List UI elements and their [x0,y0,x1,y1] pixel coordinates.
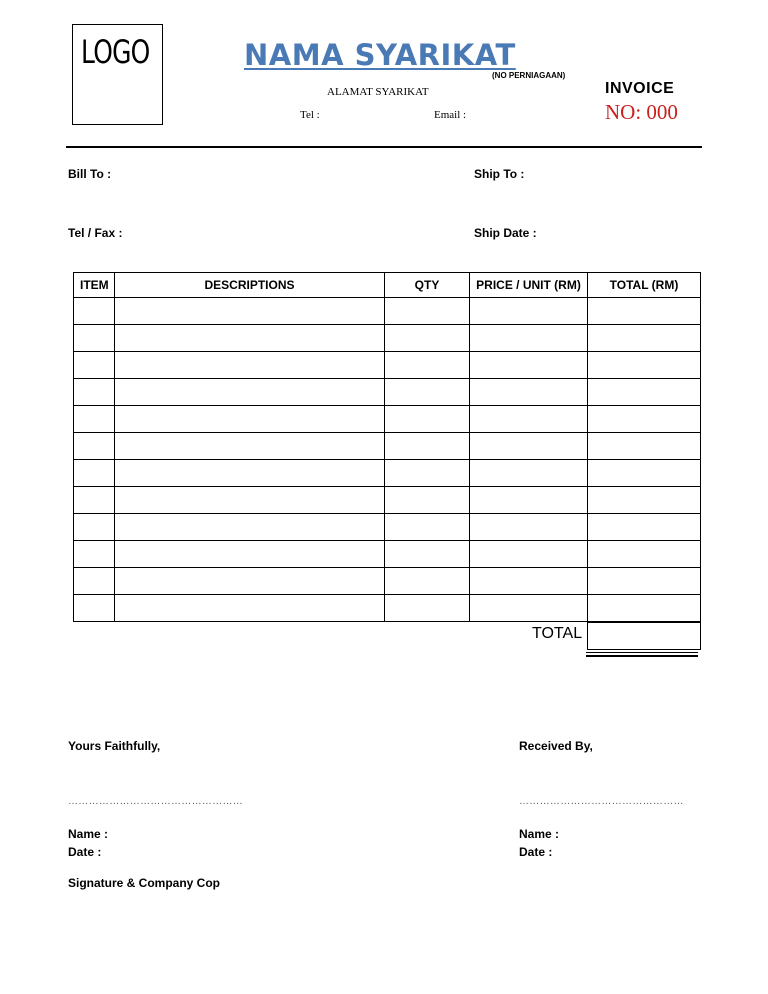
table-row [74,487,701,514]
table-row [74,298,701,325]
company-address: ALAMAT SYARIKAT [327,86,429,98]
cell-qty[interactable] [385,595,470,622]
cell-qty[interactable] [385,298,470,325]
cell-item[interactable] [74,541,115,568]
company-name: NAMA SYARIKAT [244,38,516,72]
total-label: TOTAL [532,625,583,642]
cell-price[interactable] [470,487,588,514]
column-header-item: ITEM [74,273,115,298]
signature-company-cop-label: Signature & Company Cop [68,876,221,890]
cell-price[interactable] [470,568,588,595]
column-header-total: TOTAL (RM) [588,273,701,298]
cell-item[interactable] [74,298,115,325]
cell-total[interactable] [588,487,701,514]
cell-description[interactable] [115,433,385,460]
table-row [74,379,701,406]
ship-date-label: Ship Date : [474,226,537,240]
cell-item[interactable] [74,514,115,541]
receiver-date-label: Date : [519,845,553,859]
cell-total[interactable] [588,406,701,433]
company-email-label: Email : [434,109,467,121]
cell-item[interactable] [74,406,115,433]
cell-description[interactable] [115,514,385,541]
cell-description[interactable] [115,379,385,406]
cell-item[interactable] [74,379,115,406]
cell-price[interactable] [470,541,588,568]
invoice-title: INVOICE [605,80,675,97]
signature-line-right: ………………………………………… [519,796,684,807]
receiver-name-label: Name : [519,827,560,841]
cell-total[interactable] [588,325,701,352]
cell-total[interactable] [588,352,701,379]
table-row [74,595,701,622]
cell-price[interactable] [470,460,588,487]
table-row [74,406,701,433]
cell-qty[interactable] [385,541,470,568]
cell-item[interactable] [74,487,115,514]
cell-price[interactable] [470,298,588,325]
cell-total[interactable] [588,541,701,568]
table-row [74,352,701,379]
items-table [73,272,701,622]
cell-total[interactable] [588,379,701,406]
cell-total[interactable] [588,460,701,487]
cell-item[interactable] [74,568,115,595]
yours-faithfully-label: Yours Faithfully, [68,739,161,753]
cell-price[interactable] [470,433,588,460]
cell-price[interactable] [470,406,588,433]
logo-text: LOGO [81,33,150,71]
cell-description[interactable] [115,568,385,595]
cell-price[interactable] [470,352,588,379]
table-row [74,568,701,595]
cell-description[interactable] [115,487,385,514]
sender-date-label: Date : [68,845,102,859]
column-header-price: PRICE / UNIT (RM) [470,273,588,298]
cell-price[interactable] [470,595,588,622]
cell-total[interactable] [588,595,701,622]
table-row [74,541,701,568]
tel-fax-label: Tel / Fax : [68,226,123,240]
cell-qty[interactable] [385,514,470,541]
total-underline [586,652,698,653]
table-row [74,514,701,541]
company-tel-label: Tel : [300,109,320,121]
logo-placeholder [72,24,163,125]
column-header-descriptions: DESCRIPTIONS [115,273,385,298]
cell-description[interactable] [115,541,385,568]
table-row [74,460,701,487]
signature-line-left: …………………………………………… [68,796,244,807]
cell-qty[interactable] [385,460,470,487]
cell-qty[interactable] [385,352,470,379]
cell-total[interactable] [588,514,701,541]
cell-qty[interactable] [385,406,470,433]
invoice-number: NO: 000 [605,100,678,124]
registration-number: (NO PERNIAGAAN) [492,71,566,80]
cell-description[interactable] [115,352,385,379]
table-row [74,433,701,460]
cell-description[interactable] [115,325,385,352]
cell-item[interactable] [74,460,115,487]
cell-qty[interactable] [385,325,470,352]
cell-total[interactable] [588,298,701,325]
cell-description[interactable] [115,298,385,325]
cell-qty[interactable] [385,379,470,406]
cell-qty[interactable] [385,487,470,514]
cell-item[interactable] [74,595,115,622]
cell-item[interactable] [74,433,115,460]
ship-to-label: Ship To : [474,167,525,181]
table-header-row [74,273,701,298]
total-double-underline [586,655,698,657]
cell-total[interactable] [588,568,701,595]
cell-price[interactable] [470,379,588,406]
cell-item[interactable] [74,352,115,379]
sender-name-label: Name : [68,827,109,841]
table-row [74,325,701,352]
header-divider [66,146,702,148]
cell-description[interactable] [115,595,385,622]
cell-description[interactable] [115,406,385,433]
cell-qty[interactable] [385,433,470,460]
column-header-qty: QTY [385,273,470,298]
total-value-cell[interactable] [587,622,701,650]
bill-to-label: Bill To : [68,167,112,181]
cell-qty[interactable] [385,568,470,595]
cell-total[interactable] [588,433,701,460]
cell-price[interactable] [470,514,588,541]
received-by-label: Received By, [519,739,593,753]
cell-price[interactable] [470,325,588,352]
cell-item[interactable] [74,325,115,352]
cell-description[interactable] [115,460,385,487]
